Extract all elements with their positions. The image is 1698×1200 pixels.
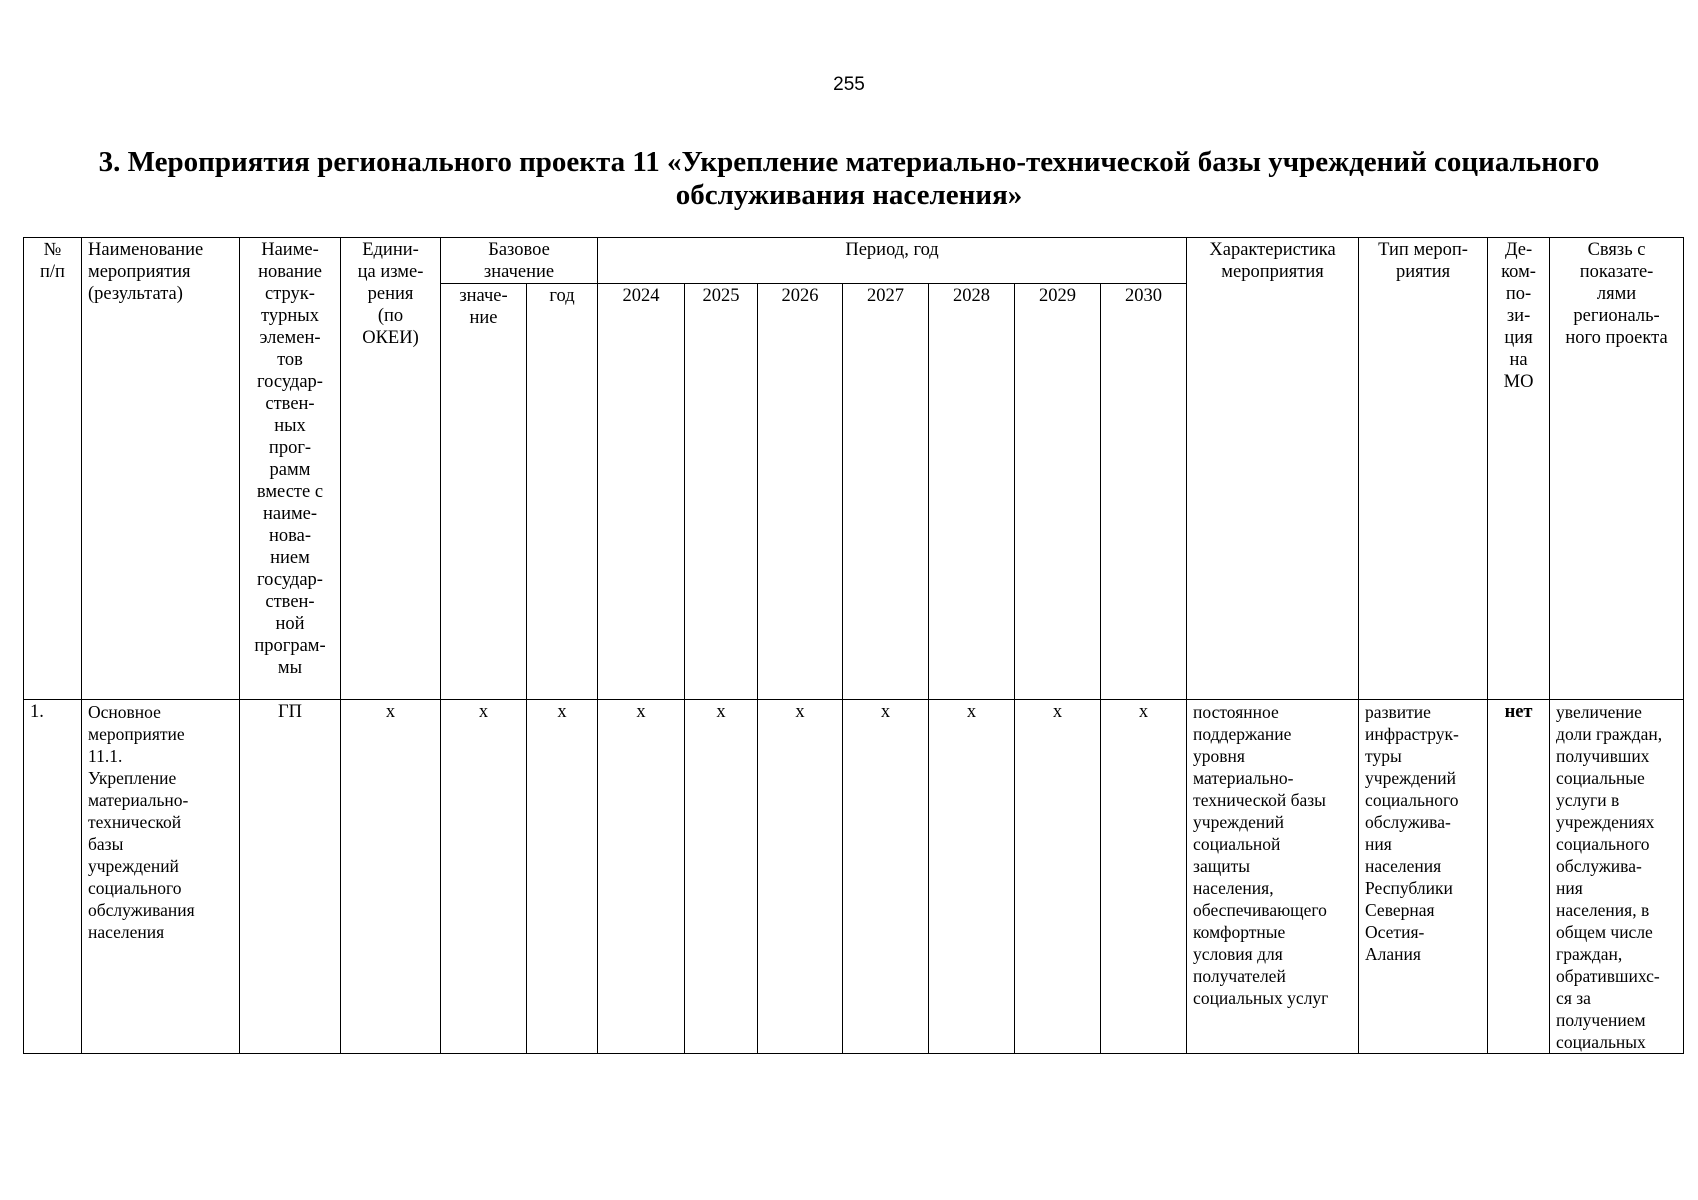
row-base-year: х	[527, 700, 598, 1054]
header-num: № п/п	[24, 238, 82, 700]
row-year-value: х	[843, 700, 929, 1054]
row-structural: ГП	[240, 700, 341, 1054]
row-characteristic: постоянное поддержание уровня материально- технической базы учреждений социальной защиты населения, обеспечивающего комфортные условия для получателей социальных услуг	[1187, 700, 1359, 1054]
header-structural: Наиме- нование струк- турных элемен- тов государ- ствен- ных прог- рамм вместе с наиме- нова- нием государ- ствен- ной програм- мы	[240, 238, 341, 700]
row-link: увеличение доли граждан, получивших социальные услуги в учреждениях социального обслужива- ния населения, в общем числе граждан, обратившихс- ся за получением социальных	[1550, 700, 1684, 1054]
row-year-value: х	[598, 700, 685, 1054]
row-type: развитие инфраструк- туры учреждений социального обслужива- ния населения Республики Северная Осетия- Алания	[1359, 700, 1488, 1054]
row-year-value: х	[1015, 700, 1101, 1054]
header-year: 2027	[843, 284, 929, 700]
header-name: Наименование мероприятия (результата)	[82, 238, 240, 700]
header-row-1	[24, 238, 1684, 284]
row-base-value: х	[441, 700, 527, 1054]
header-year: 2029	[1015, 284, 1101, 700]
header-decomposition: Де- ком- по- зи- ция на МО	[1488, 238, 1550, 700]
header-base-value: значе- ние	[441, 284, 527, 700]
header-period: Период, год	[598, 238, 1187, 284]
row-unit: х	[341, 700, 441, 1054]
row-decomposition: нет	[1488, 700, 1550, 1054]
section-title: 3. Мероприятия регионального проекта 11 «Укрепление материально-технической базы учреждений социального обслуживания населения»	[98, 146, 1600, 211]
header-unit: Едини- ца изме- рения (по ОКЕИ)	[341, 238, 441, 700]
events-table	[23, 237, 1684, 1054]
header-year: 2025	[685, 284, 758, 700]
header-characteristic: Характеристика мероприятия	[1187, 238, 1359, 700]
header-year: 2028	[929, 284, 1015, 700]
page-number: 255	[833, 74, 865, 95]
header-base-year: год	[527, 284, 598, 700]
table-row	[24, 700, 1684, 1054]
header-type: Тип мероп- риятия	[1359, 238, 1488, 700]
row-name: Основное мероприятие 11.1. Укрепление материально- технической базы учреждений социального обслуживания населения	[82, 700, 240, 1054]
header-year: 2030	[1101, 284, 1187, 700]
header-link: Связь с показате- лями региональ- ного проекта	[1550, 238, 1684, 700]
row-year-value: х	[685, 700, 758, 1054]
header-year: 2024	[598, 284, 685, 700]
row-year-value: х	[758, 700, 843, 1054]
header-base: Базовое значение	[441, 238, 598, 284]
row-year-value: х	[1101, 700, 1187, 1054]
row-num: 1.	[24, 700, 82, 1054]
header-year: 2026	[758, 284, 843, 700]
row-year-value: х	[929, 700, 1015, 1054]
